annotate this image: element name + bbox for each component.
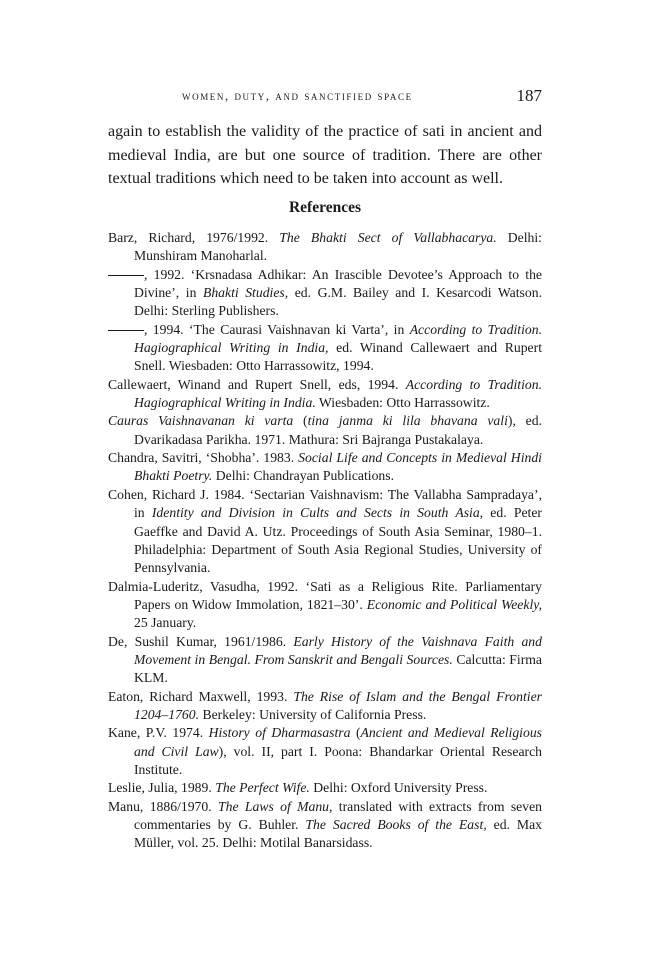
- reference-text: ed. Max Müller, vol. 25. Delhi: Motilal Banarsidass.: [134, 817, 542, 851]
- reference-title: Social Life and Concepts in Medieval Hindi Bhakti Poetry.: [134, 450, 542, 484]
- reference-entry: [108, 633, 542, 688]
- reference-title: History of Dharmasastra: [208, 725, 351, 741]
- reference-title: Cauras Vaishnavanan ki varta: [108, 413, 294, 429]
- reference-text: Delhi: Oxford University Press.: [309, 780, 488, 796]
- reference-text: 25 January.: [134, 615, 197, 631]
- reference-text: Berkeley: University of California Press.: [199, 706, 427, 722]
- reference-entry: [108, 266, 542, 321]
- reference-text: Leslie, Julia, 1989.: [108, 780, 216, 796]
- reference-text: De, Sushil Kumar, 1961/1986.: [108, 633, 294, 649]
- reference-text: ), vol. II, part I. Poona: Bhandarkar Oriental Research Institute.: [134, 743, 542, 777]
- reference-title: Identity and Division in Cults and Sects in South Asia,: [151, 505, 484, 521]
- reference-text: ed. Peter Gaeffke and David A. Utz. Proceedings of South Asia Seminar, 1980–1. Philadelphia: Department of South Asia Regional Studies, University of Pennsylvania.: [134, 505, 542, 576]
- reference-title: The Bhakti Sect of Vallabhacarya.: [279, 230, 497, 245]
- reference-text: ed. G.M. Bailey and I. Kesarcodi Watson. Delhi: Sterling Publishers.: [134, 285, 542, 319]
- reference-entry: [108, 779, 542, 797]
- references-heading: References: [288, 199, 361, 216]
- reference-title: According to Tradition. Hagiographical Writing in India.: [134, 376, 542, 411]
- running-head: [108, 86, 542, 108]
- reference-text: Eaton, Richard Maxwell, 1993.: [108, 688, 294, 704]
- body-paragraph: again to establish the validity of the practice of sati in ancient and medieval India, are but one source of tradition. There are other textual traditions which need to be taken into account as well.: [108, 123, 542, 187]
- reference-text: Barz, Richard, 1976/1992.: [108, 230, 280, 245]
- reference-title: The Perfect Wife.: [215, 780, 310, 796]
- reference-entry: [108, 578, 542, 633]
- reference-title: The Rise of Islam and the Bengal Frontier 1204–1760.: [134, 688, 542, 722]
- reference-title: tina janma ki lila bhavana vali: [307, 413, 508, 429]
- running-title: women, duty, and sanctified space: [182, 89, 413, 103]
- reference-entry: [108, 688, 542, 725]
- reference-title: The Laws of Manu,: [218, 798, 333, 814]
- same-author-dash: [108, 330, 144, 331]
- reference-title: The Sacred Books of the East,: [305, 817, 487, 832]
- reference-text: ), ed. Dvarikadasa Parikha. 1971. Mathura: Sri Bajranga Pustakalaya.: [134, 413, 543, 447]
- reference-text: Callewaert, Winand and Rupert Snell, eds, 1994.: [108, 376, 406, 392]
- reference-entry: [108, 724, 542, 779]
- page-number: 187: [516, 86, 542, 105]
- reference-text: (: [350, 725, 361, 741]
- reference-title: Economic and Political Weekly,: [366, 596, 542, 612]
- reference-text: , 1992. ‘Krsnadasa Adhikar: An Irascible Devotee’s Approach to the Divine’, in: [134, 266, 542, 301]
- reference-text: Cohen, Richard J. 1984. ‘Sectarian Vaishnavism: The Vallabha Sampradaya’, in: [108, 486, 542, 521]
- reference-text: Delhi: Chandrayan Publications.: [212, 468, 395, 484]
- same-author-dash: [108, 275, 144, 276]
- reference-entry: [108, 798, 542, 853]
- reference-list: [108, 229, 542, 853]
- reference-entry: [108, 321, 542, 376]
- reference-entry: [108, 376, 542, 413]
- reference-text: ed. Winand Callewaert and Rupert Snell. Wiesbaden: Otto Harrassowitz, 1994.: [134, 340, 542, 374]
- reference-title: Early History of the Vaishnava Faith and Movement in Bengal. From Sanskrit and Bengali Sources.: [134, 633, 542, 667]
- reference-text: Dalmia-Luderitz, Vasudha, 1992. ‘Sati as a Religious Rite. Parliamentary Papers on Widow Immolation, 1821–30’.: [108, 578, 542, 612]
- reference-title: Bhakti Studies,: [202, 285, 289, 301]
- reference-title: According to Tradition. Hagiographical Writing in India,: [134, 321, 542, 356]
- reference-text: Delhi: Munshiram Manoharlal.: [134, 230, 542, 264]
- reference-title: Ancient and Medieval Religious and Civil Law: [134, 725, 542, 759]
- reference-entry: [108, 449, 542, 486]
- reference-entry: [108, 486, 542, 578]
- reference-entry: [108, 412, 542, 449]
- reference-entry: [108, 229, 542, 266]
- reference-text: Kane, P.V. 1974.: [108, 725, 209, 741]
- reference-text: , 1994. ‘The Caurasi Vaishnavan ki Varta’, in: [144, 321, 410, 337]
- reference-text: (: [293, 413, 308, 429]
- reference-text: translated with extracts from seven commentaries by G. Buhler.: [134, 798, 542, 832]
- reference-text: Chandra, Savitri, ‘Shobha’. 1983.: [108, 450, 299, 466]
- reference-text: Manu, 1886/1970.: [108, 798, 218, 814]
- reference-text: Wiesbaden: Otto Harrassowitz.: [315, 395, 490, 411]
- reference-text: Calcutta: Firma KLM.: [134, 651, 542, 686]
